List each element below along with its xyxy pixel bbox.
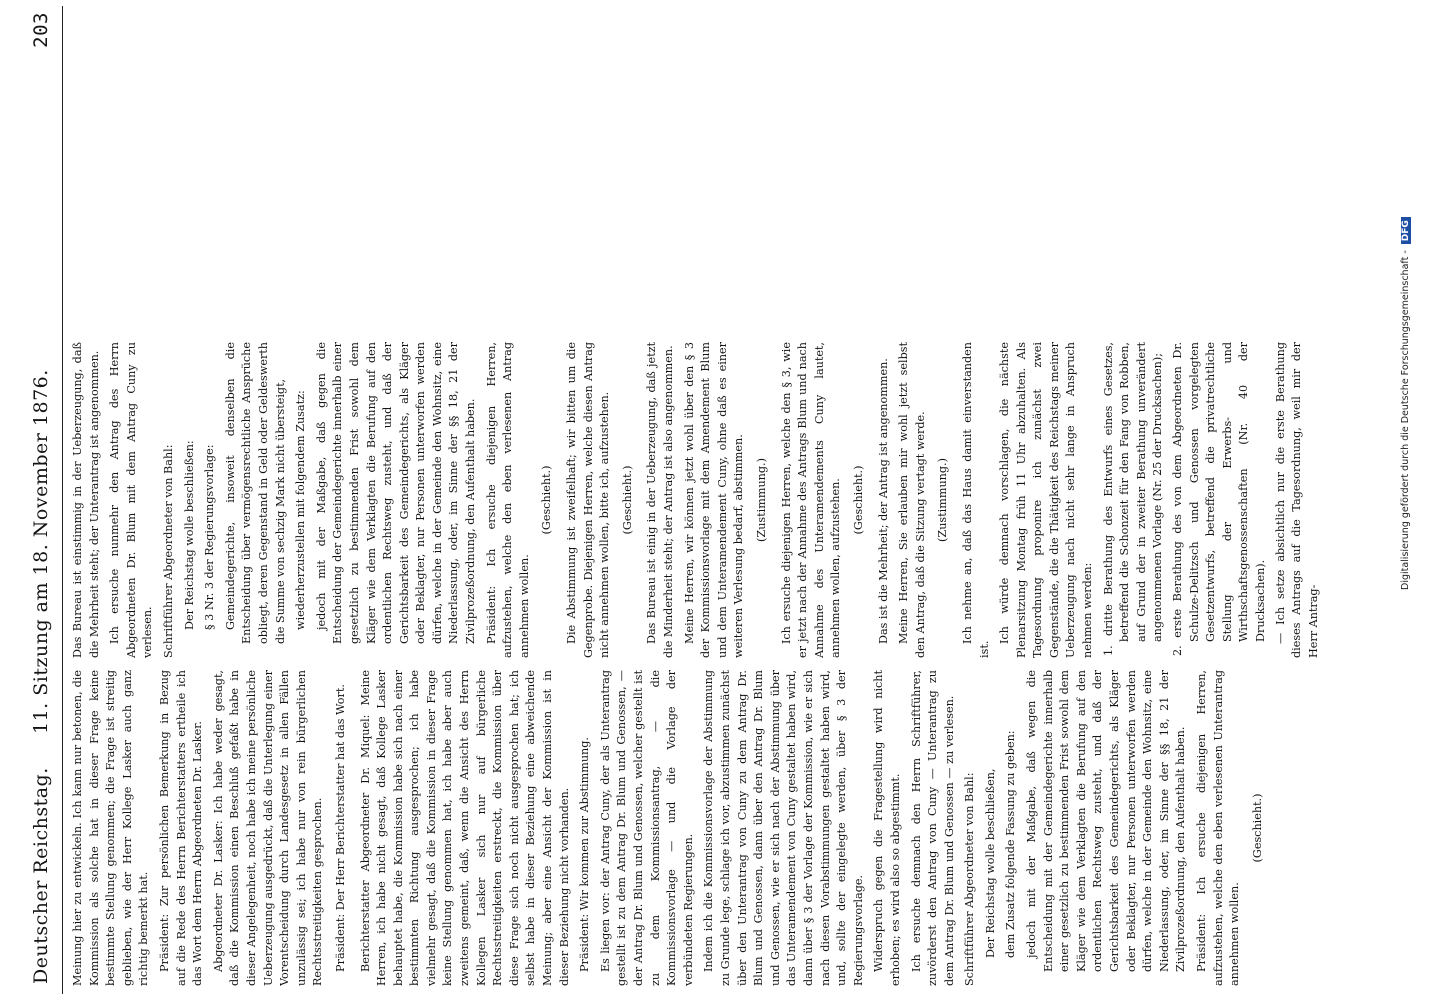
column-left	[70, 670, 1360, 986]
paragraph: Gemeindegerichte, insoweit denselben die Entscheidung über vermögensrechtliche Ansprüche obliegt, deren Gegenstand in Geld oder Geldeswerth die Summe von sechzig Mark nicht übersteigt,	[223, 342, 287, 644]
paragraph: Präsident: Ich ersuche diejenigen Herren, aufzustehen, welche den eben verlesenen Unterantrag annehmen wollen.	[1195, 670, 1242, 986]
digitization-credit	[1400, 0, 1426, 1000]
paragraph: Schriftführer Abgeordneter von Bahl:	[963, 772, 977, 986]
dfg-logo: DFG	[1401, 217, 1411, 244]
paragraph: Das Bureau ist einstimmig in der Ueberzeugung, daß die Mehrheit steht; der Unterantrag ist angenommen.	[71, 342, 101, 658]
paragraph: Das Bureau ist einig in der Ueberzeugung, daß jetzt die Minderheit steht; der Antrag ist also angenommen.	[645, 342, 675, 658]
paragraph: (Geschieht.)	[1250, 793, 1264, 863]
paragraph: (Geschieht.)	[851, 465, 865, 535]
paragraph: Es liegen vor: der Antrag Cuny, der als Unterantrag gestellt ist zu dem Antrag Dr. Blum und Genossen, — der Antrag Dr. Blum und Genossen, welcher gestellt ist zu dem Kommissionsantrag, — die Kommissionsvorlage — und die Vorlage der verbündeten Regierungen.	[598, 670, 695, 986]
paragraph: Meinung hier zu entwickeln. Ich kann nur betonen, die Kommission als solche hat in dieser Frage keine bestimmte Stellung genommen; die Frage ist streitig geblieben, wie der Herr Kollege Lasker auch ganz richtig bemerkt hat.	[71, 670, 151, 986]
paragraph: (Geschieht.)	[620, 465, 634, 535]
paragraph: Ich würde demnach vorschlagen, die nächste Plenarsitzung Montag früh 11 Uhr abzuhalten. Als Tagesordnung proponire ich zunächst zwei Gegenstände, die die Thätigkeit des Reichstags meiner Ueberzeugung nach nicht sehr lange in Anspruch nehmen werden:	[998, 342, 1095, 658]
paragraph: Der Reichstag wolle beschließen,	[983, 768, 997, 958]
paragraph: § 3 Nr. 3 der Regierungsvorlage:	[203, 444, 217, 630]
paragraph: — Ich setze absichtlich nur die erste Berathung dieses Antrags auf die Tagesordnung, weil mir der Herr Antrag-	[1273, 342, 1320, 658]
paragraph: Meine Herren, wir können jetzt wohl über den § 3 der Kommissionsvorlage mit dem Amendement Blum und dem Unteramendement Cuny, ohne daß es einer weiteren Verlesung bedarf, abstimmen.	[682, 342, 746, 658]
paragraph: (Zustimmung.)	[754, 458, 768, 542]
page-number: 203	[30, 12, 52, 48]
paragraph: Widerspruch gegen die Fragestellung wird nicht erhoben; es wird also so abgestimmt.	[872, 670, 902, 986]
paragraph: Ich ersuche diejenigen Herren, welche den § 3, wie er jetzt nach der Annahme des Antrags Blum und nach Annahme des Unteramendements Cuny lautet, annehmen wollen, aufzustehen.	[779, 342, 843, 658]
paragraph: jedoch mit der Maßgabe, daß gegen die Entscheidung der Gemeindegerichte innerhalb einer gesetzlich zu bestimmenden Frist sowohl dem Kläger wie dem Verklagten die Berufung auf den ordentlichen Rechtsweg zusteht, und daß der Gerichtsbarkeit des Gemeindegerichts, als Kläger oder Beklagter, nur Personen unterworfen werden dürfen, welche in der Gemeinde den Wohnsitz, eine Niederlassung, oder, im Sinne der §§ 18, 21 der Zivilprozeßordnung, den Aufenthalt haben.	[314, 342, 478, 644]
paragraph: Die Abstimmung ist zweifelhaft; wir bitten um die Gegenprobe. Diejenigen Herren, welche diesen Antrag nicht annehmen wollen, bitte ich, aufzustehen.	[565, 342, 612, 658]
paragraph: Berichterstatter Abgeordneter Dr. Miquel: Meine Herren, ich habe nicht gesagt, daß Kollege Lasker behauptet habe, die Kommission habe sich nach einer bestimmten Richtung ausgesprochen; ich habe vielmehr gesagt, daß die Kommission in dieser Frage keine Stellung genommen hat, ich habe aber auch zweitens gemeint, daß, wenn die Ansicht des Herrn Kollegen Lasker sich nur auf bürgerliche Rechtsstreitigkeiten erstreckt, die Kommission über diese Frage sich noch nicht ausgesprochen hat; ich selbst habe in dieser Beziehung eine abweichende Meinung; aber eine Ansicht der Kommission ist in dieser Beziehung nicht vorhanden.	[358, 670, 571, 986]
paragraph: Präsident: Der Herr Berichterstatter hat das Wort.	[333, 684, 347, 972]
paragraph: Ich ersuche nunmehr den Antrag des Herrn Abgeordneten Dr. Blum mit dem Antrag Cuny zu verlesen.	[108, 342, 155, 658]
text-columns	[70, 6, 1360, 994]
paragraph: Schriftführer Abgeordneter von Bahl:	[161, 444, 175, 658]
column-right	[70, 14, 1360, 330]
paragraph: Meine Herren, Sie erlauben mir wohl jetzt selbst den Antrag, daß die Sitzung vertagt werde.	[897, 342, 927, 658]
agenda-item: 2. erste Berathung des von dem Abgeordneten Dr. Schulze-Delitzsch und Genossen vorgelegten Gesetzentwurfs, betreffend die privatrechtliche Stellung der Erwerbs- und Wirthschaftsgenossenschaften (Nr. 40 der Drucksachen).	[1171, 342, 1267, 656]
agenda-item: 1. dritte Berathung des Entwurfs eines Gesetzes, betreffend die Schonzeit für den Fang von Robben, auf Grund der in zweiter Berathung unverändert angenommenen Vorlage (Nr. 25 der Drucksachen);	[1101, 342, 1165, 656]
paragraph: Ich nehme an, daß das Haus damit einverstanden ist.	[960, 342, 991, 658]
paragraph: Präsident: Ich ersuche diejenigen Herren, aufzustehen, welche den eben verlesenen Antrag annehmen wollen.	[484, 342, 531, 658]
paragraph: Abgeordneter Dr. Lasker: Ich habe weder gesagt, daß die Kommission einen Beschluß gefaßt habe in dieser Angelegenheit, noch habe ich meine persönliche Ueberzeugung ausgedrückt, daß die Unterlegung einer Vorentscheidung durch Landesgesetz in allen Fällen unzulässig sei; ich habe nur von rein bürgerlichen Rechtsstreitigkeiten gesprochen.	[211, 670, 325, 986]
paragraph: Der Reichstag wolle beschließen:	[182, 440, 196, 630]
header-session: 11. Sitzung am 18. November 1876.	[30, 369, 52, 734]
paragraph: (Zustimmung.)	[936, 458, 950, 542]
paragraph: Indem ich die Kommissionsvorlage der Abstimmung zu Grunde lege, schlage ich vor, abzustimmen zunächst über den Unterantrag von Cuny zu dem Antrag Dr. Blum und Genossen, dann über den Antrag Dr. Blum und Genossen, wie er sich nach der Abstimmung über das Unteramendement von Cuny gestaltet haben wird, dann über § 3 der Vorlage der Kommission, wie er sich nach diesen Vorabstimmungen gestaltet haben wird, und, sollte der eingelegte werden, über § 3 der Regierungsvorlage.	[702, 670, 865, 986]
credit-text: Digitalisierung gefördert durch die Deutsche Forschungsgemeinschaft -	[1400, 250, 1411, 590]
page-header	[22, 6, 63, 994]
paragraph: wiederherzustellen mit folgendem Zusatz:	[294, 390, 308, 630]
paragraph: Ich ersuche demnach den Herrn Schriftführer, zuvörderst den Antrag von Cuny — Unterantrag zu dem Antrag Dr. Blum und Genossen — zu verlesen.	[909, 670, 956, 986]
header-publication: Deutscher Reichstag.	[30, 767, 52, 984]
column-middle	[70, 342, 1360, 658]
paragraph: dem Zusatz folgende Fassung zu geben:	[1004, 730, 1018, 958]
paragraph: Präsident: Zur persönlichen Bemerkung in Bezug auf die Rede des Herrn Berichterstatters ertheile ich das Wort dem Herrn Abgeordneten Dr. Lasker.	[157, 670, 205, 986]
paragraph: jedoch mit der Maßgabe, daß wegen die Entscheidung mit der Gemeindegerichte innerhalb einer gesetzlich zu bestimmenden Frist sowohl dem Kläger wie dem Verklagten die Berufung auf den ordentlichen Rechtsweg zusteht, und daß der Gerichtsbarkeit des Gemeindegerichts, als Kläger oder Beklagter, nur Personen unterworfen werden dürfen, welche in der Gemeinde den Wohnsitz, eine Niederlassung, oder, im Sinne der §§ 18, 21 der Zivilprozeßordnung, den Aufenthalt haben.	[1025, 670, 1188, 972]
paragraph: (Geschieht.)	[540, 465, 554, 535]
paragraph: Präsident: Wir kommen zur Abstimmung.	[578, 737, 592, 972]
paragraph: Das ist die Mehrheit; der Antrag ist angenommen.	[876, 358, 890, 644]
